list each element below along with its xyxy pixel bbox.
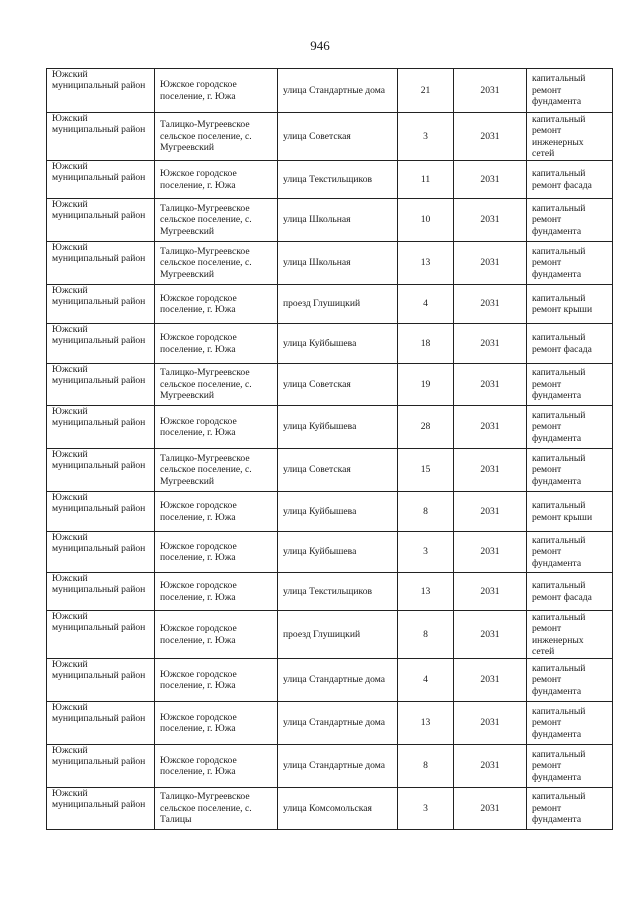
work-type-cell: капитальный ремонт фундамента: [527, 788, 613, 830]
district-cell: Южский муниципальный район: [47, 745, 155, 788]
settlement-cell: Южское городское поселение, г. Южа: [155, 492, 278, 532]
street-cell: проезд Глушицкий: [278, 611, 398, 659]
street-cell: улица Школьная: [278, 199, 398, 242]
settlement-cell: Южское городское поселение, г. Южа: [155, 611, 278, 659]
table-row: [47, 492, 613, 532]
house-number-cell: 13: [398, 702, 454, 745]
street-cell: улица Стандартные дома: [278, 659, 398, 702]
table-row: [47, 161, 613, 199]
district-cell: Южский муниципальный район: [47, 659, 155, 702]
year-cell: 2031: [454, 113, 527, 161]
house-number-cell: 3: [398, 532, 454, 573]
repair-schedule-table: [46, 68, 613, 830]
table-row: [47, 449, 613, 492]
year-cell: 2031: [454, 702, 527, 745]
street-cell: улица Стандартные дома: [278, 745, 398, 788]
settlement-cell: Талицко-Мугреевское сельское поселение, с. Мугреевский: [155, 364, 278, 406]
street-cell: улица Школьная: [278, 242, 398, 285]
work-type-cell: капитальный ремонт фасада: [527, 324, 613, 364]
settlement-cell: Южское городское поселение, г. Южа: [155, 745, 278, 788]
district-cell: Южский муниципальный район: [47, 113, 155, 161]
table-row: [47, 364, 613, 406]
work-type-cell: капитальный ремонт фундамента: [527, 364, 613, 406]
table-row: [47, 324, 613, 364]
street-cell: улица Советская: [278, 449, 398, 492]
year-cell: 2031: [454, 788, 527, 830]
year-cell: 2031: [454, 659, 527, 702]
year-cell: 2031: [454, 611, 527, 659]
settlement-cell: Южское городское поселение, г. Южа: [155, 161, 278, 199]
settlement-cell: Южское городское поселение, г. Южа: [155, 659, 278, 702]
settlement-cell: Талицко-Мугреевское сельское поселение, с. Мугреевский: [155, 199, 278, 242]
district-cell: Южский муниципальный район: [47, 611, 155, 659]
street-cell: улица Куйбышева: [278, 492, 398, 532]
district-cell: Южский муниципальный район: [47, 573, 155, 611]
year-cell: 2031: [454, 161, 527, 199]
settlement-cell: Талицко-Мугреевское сельское поселение, с. Мугреевский: [155, 113, 278, 161]
table-row: [47, 659, 613, 702]
settlement-cell: Южское городское поселение, г. Южа: [155, 702, 278, 745]
house-number-cell: 8: [398, 492, 454, 532]
year-cell: 2031: [454, 242, 527, 285]
settlement-cell: Южское городское поселение, г. Южа: [155, 285, 278, 324]
house-number-cell: 4: [398, 285, 454, 324]
house-number-cell: 4: [398, 659, 454, 702]
district-cell: Южский муниципальный район: [47, 161, 155, 199]
house-number-cell: 3: [398, 788, 454, 830]
street-cell: улица Советская: [278, 364, 398, 406]
year-cell: 2031: [454, 406, 527, 449]
work-type-cell: капитальный ремонт инженерных сетей: [527, 113, 613, 161]
house-number-cell: 8: [398, 745, 454, 788]
house-number-cell: 21: [398, 69, 454, 113]
table-row: [47, 285, 613, 324]
table-row: [47, 702, 613, 745]
district-cell: Южский муниципальный район: [47, 364, 155, 406]
street-cell: улица Куйбышева: [278, 324, 398, 364]
house-number-cell: 13: [398, 573, 454, 611]
work-type-cell: капитальный ремонт фундамента: [527, 242, 613, 285]
year-cell: 2031: [454, 492, 527, 532]
district-cell: Южский муниципальный район: [47, 449, 155, 492]
district-cell: Южский муниципальный район: [47, 406, 155, 449]
year-cell: 2031: [454, 532, 527, 573]
work-type-cell: капитальный ремонт фундамента: [527, 199, 613, 242]
street-cell: улица Комсомольская: [278, 788, 398, 830]
year-cell: 2031: [454, 285, 527, 324]
street-cell: улица Советская: [278, 113, 398, 161]
district-cell: Южский муниципальный район: [47, 199, 155, 242]
work-type-cell: капитальный ремонт фундамента: [527, 449, 613, 492]
district-cell: Южский муниципальный район: [47, 702, 155, 745]
year-cell: 2031: [454, 69, 527, 113]
table-row: [47, 532, 613, 573]
street-cell: улица Текстильщиков: [278, 161, 398, 199]
year-cell: 2031: [454, 324, 527, 364]
street-cell: улица Куйбышева: [278, 532, 398, 573]
year-cell: 2031: [454, 745, 527, 788]
table-row: [47, 745, 613, 788]
table-row: [47, 788, 613, 830]
settlement-cell: Талицко-Мугреевское сельское поселение, с. Мугреевский: [155, 449, 278, 492]
house-number-cell: 10: [398, 199, 454, 242]
settlement-cell: Южское городское поселение, г. Южа: [155, 573, 278, 611]
district-cell: Южский муниципальный район: [47, 532, 155, 573]
settlement-cell: Южское городское поселение, г. Южа: [155, 406, 278, 449]
district-cell: Южский муниципальный район: [47, 285, 155, 324]
table-body: [47, 69, 613, 830]
district-cell: Южский муниципальный район: [47, 788, 155, 830]
street-cell: улица Куйбышева: [278, 406, 398, 449]
page-number: 946: [310, 38, 330, 53]
settlement-cell: Южское городское поселение, г. Южа: [155, 69, 278, 113]
settlement-cell: Южское городское поселение, г. Южа: [155, 324, 278, 364]
house-number-cell: 15: [398, 449, 454, 492]
work-type-cell: капитальный ремонт фундамента: [527, 745, 613, 788]
table-row: [47, 113, 613, 161]
table-row: [47, 242, 613, 285]
table-row: [47, 611, 613, 659]
work-type-cell: капитальный ремонт фундамента: [527, 406, 613, 449]
district-cell: Южский муниципальный район: [47, 492, 155, 532]
table-row: [47, 406, 613, 449]
year-cell: 2031: [454, 199, 527, 242]
house-number-cell: 28: [398, 406, 454, 449]
settlement-cell: Талицко-Мугреевское сельское поселение, с. Мугреевский: [155, 242, 278, 285]
house-number-cell: 19: [398, 364, 454, 406]
street-cell: улица Стандартные дома: [278, 69, 398, 113]
work-type-cell: капитальный ремонт крыши: [527, 492, 613, 532]
house-number-cell: 11: [398, 161, 454, 199]
table-row: [47, 573, 613, 611]
house-number-cell: 18: [398, 324, 454, 364]
work-type-cell: капитальный ремонт фундамента: [527, 69, 613, 113]
house-number-cell: 8: [398, 611, 454, 659]
work-type-cell: капитальный ремонт инженерных сетей: [527, 611, 613, 659]
district-cell: Южский муниципальный район: [47, 242, 155, 285]
table-row: [47, 69, 613, 113]
street-cell: улица Текстильщиков: [278, 573, 398, 611]
street-cell: проезд Глушицкий: [278, 285, 398, 324]
street-cell: улица Стандартные дома: [278, 702, 398, 745]
work-type-cell: капитальный ремонт фундамента: [527, 659, 613, 702]
table-row: [47, 199, 613, 242]
settlement-cell: Южское городское поселение, г. Южа: [155, 532, 278, 573]
year-cell: 2031: [454, 449, 527, 492]
work-type-cell: капитальный ремонт фундамента: [527, 702, 613, 745]
house-number-cell: 13: [398, 242, 454, 285]
year-cell: 2031: [454, 364, 527, 406]
work-type-cell: капитальный ремонт фасада: [527, 573, 613, 611]
district-cell: Южский муниципальный район: [47, 69, 155, 113]
house-number-cell: 3: [398, 113, 454, 161]
district-cell: Южский муниципальный район: [47, 324, 155, 364]
settlement-cell: Талицко-Мугреевское сельское поселение, с. Талицы: [155, 788, 278, 830]
work-type-cell: капитальный ремонт фундамента: [527, 532, 613, 573]
work-type-cell: капитальный ремонт крыши: [527, 285, 613, 324]
work-type-cell: капитальный ремонт фасада: [527, 161, 613, 199]
year-cell: 2031: [454, 573, 527, 611]
